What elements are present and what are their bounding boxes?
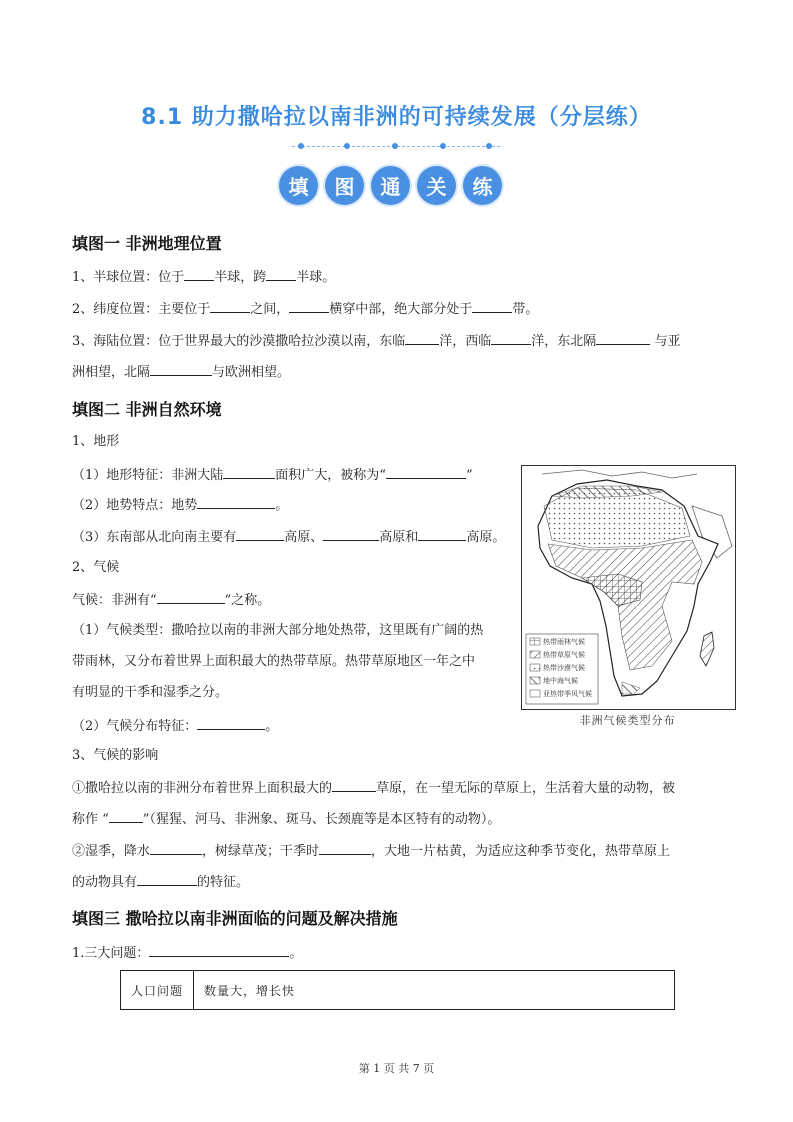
legend-label: 热带沙漠气候 xyxy=(543,664,585,672)
badge-tong: 通 xyxy=(371,166,410,205)
question-3-1: 1.三大问题： 。 xyxy=(72,942,302,964)
blank[interactable] xyxy=(289,298,329,313)
page-footer: 第 1 页 共 7 页 xyxy=(358,1062,435,1075)
badge-tian: 填 xyxy=(279,166,318,205)
legend-label: 热带草原气候 xyxy=(543,651,585,659)
blank[interactable] xyxy=(137,871,197,886)
blank[interactable] xyxy=(596,330,650,345)
blank[interactable] xyxy=(332,777,376,792)
blank[interactable] xyxy=(197,494,275,509)
climate-type-line2: 带雨林，又分布着世界上面积最大的热带草原。热带草原地区一年之中 xyxy=(72,654,476,669)
decorative-dots xyxy=(292,142,500,152)
question-1-3-cont: 洲相望，北隔 与欧洲相望。 xyxy=(72,361,290,383)
section3-heading: 填图三 撒哈拉以南非洲面临的问题及解决措施 xyxy=(72,909,398,928)
terrain-title: 1、地形 xyxy=(72,434,120,449)
question-2-3-2: ②湿季，降水 ，树绿草茂；干季时 ，大地一片枯黄，为适应这种季节变化，热带草原上 xyxy=(72,840,670,862)
climate-title: 2、气候 xyxy=(72,560,120,575)
legend-label: 热带雨林气候 xyxy=(543,638,585,646)
madagascar xyxy=(700,632,714,666)
blank[interactable] xyxy=(157,589,225,604)
blank[interactable] xyxy=(150,840,202,855)
question-1-3: 3、海陆位置：位于世界最大的沙漠撒哈拉沙漠以南，东临 洋，西临 洋，东北隔 与亚 xyxy=(72,330,680,352)
blank[interactable] xyxy=(149,942,289,957)
badge-guan: 关 xyxy=(417,166,456,205)
climate-type-line1: （1）气候类型：撒哈拉以南的非洲大部分地处热带，这里既有广阔的热 xyxy=(72,623,484,638)
question-2-3-1-cont: 称作 “ ”（猩猩、河马、非洲象、斑马、长颈鹿等是本区特有的动物）。 xyxy=(72,808,500,830)
question-1-1: 1、半球位置：位于 半球，跨 半球。 xyxy=(72,266,335,288)
blank[interactable] xyxy=(266,266,296,281)
table-label: 人口问题 xyxy=(121,971,194,1009)
question-2-3-1: ①撒哈拉以南的非洲分布着世界上面积最大的 草原，在一望无际的草原上，生活着大量的动物，被 xyxy=(72,777,675,799)
section-badges xyxy=(279,166,502,205)
question-2-1-2: （2）地势特点：地势 。 xyxy=(72,494,288,516)
legend-label: 地中海气候 xyxy=(543,677,578,685)
badge-lian: 练 xyxy=(463,166,502,205)
table-value: 数量大，增长快 xyxy=(204,983,296,998)
blank[interactable] xyxy=(109,808,143,823)
question-2-1-1: （1）地形特征：非洲大陆 面积广大，被称为“ ” xyxy=(72,464,473,486)
legend-label: 亚热带季风气候 xyxy=(543,690,592,698)
blank[interactable] xyxy=(405,330,439,345)
question-2-2-0: 气候：非洲有“ ”之称。 xyxy=(72,589,270,611)
blank[interactable] xyxy=(184,266,214,281)
question-2-1-3: （3）东南部从北向南主要有 高原、 高原和 高原。 xyxy=(72,526,505,548)
impact-title: 3、气候的影响 xyxy=(72,748,159,763)
badge-tu: 图 xyxy=(325,166,364,205)
question-2-3-2-cont: 的动物具有 的特征。 xyxy=(72,871,249,893)
map-caption: 非洲气候类型分布 xyxy=(579,714,676,727)
section1-heading: 填图一 非洲地理位置 xyxy=(72,234,222,253)
blank[interactable] xyxy=(236,526,284,541)
question-1-2: 2、纬度位置：主要位于 之间， 横穿中部，绝大部分处于 带。 xyxy=(72,298,538,320)
blank[interactable] xyxy=(472,298,512,313)
blank[interactable] xyxy=(210,298,250,313)
blank[interactable] xyxy=(418,526,466,541)
climate-type-line3: 有明显的干季和湿季之分。 xyxy=(72,685,229,700)
blank[interactable] xyxy=(386,464,466,479)
blank[interactable] xyxy=(223,464,275,479)
section2-heading: 填图二 非洲自然环境 xyxy=(72,400,222,419)
blank[interactable] xyxy=(323,526,379,541)
blank[interactable] xyxy=(319,840,371,855)
europe-coast xyxy=(542,470,697,478)
blank[interactable] xyxy=(197,715,265,730)
page-title: 8.1 助力撒哈拉以南非洲的可持续发展（分层练） xyxy=(141,105,652,130)
blank[interactable] xyxy=(491,330,531,345)
problem-table xyxy=(120,970,675,1010)
question-2-2-2: （2）气候分布特征： 。 xyxy=(72,715,278,737)
blank[interactable] xyxy=(150,361,212,376)
africa-climate-map xyxy=(521,465,736,710)
